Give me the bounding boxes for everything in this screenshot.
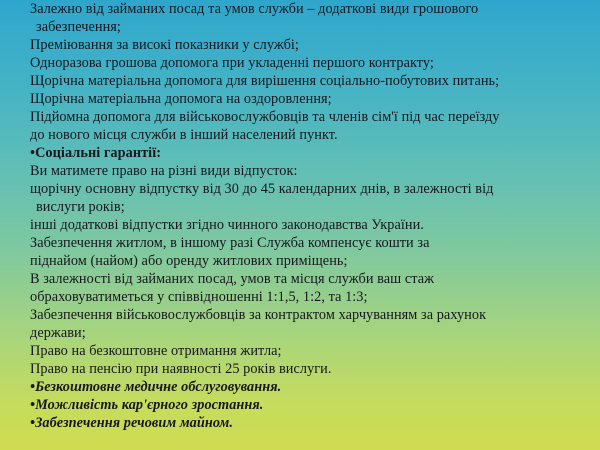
text-line: піднайом (найом) або оренду житлових приміщень;	[30, 253, 348, 269]
text-line: обраховуватиметься у співвідношенні 1:1,5, 1:2, та 1:3;	[30, 289, 368, 305]
section-heading	[30, 144, 590, 162]
bullet-icon: •	[30, 379, 36, 395]
text-line: Залежно від займаних посад та умов служби – додаткові види грошового	[30, 1, 479, 17]
document-page	[30, 0, 590, 432]
text-line: Щорічна матеріальна допомога на оздоровлення;	[30, 91, 332, 107]
bullet-icon: •	[30, 145, 36, 161]
text-line: Право на безкоштовне отримання житла;	[30, 343, 282, 359]
text-line: Підйомна допомога для військовослужбовців та членів сім'ї під час переїзду	[30, 109, 500, 125]
text-line: Одноразова грошова допомога при укладенні першого контракту;	[30, 55, 434, 71]
bullet-icon: •	[30, 397, 36, 413]
text-line: щорічну основну відпустку від 30 до 45 календарних днів, в залежності від	[30, 181, 494, 197]
text-line: вислуги років;	[36, 199, 125, 215]
text-line: Ви матимете право на різні види відпусток:	[30, 163, 298, 179]
benefit-item	[30, 396, 590, 414]
text-line: держави;	[30, 325, 86, 341]
bullet-icon: •	[30, 415, 36, 431]
benefit-text: Можливість кар'єрного зростання.	[35, 397, 264, 413]
text-line: Право на пенсію при наявності 25 років вислуги.	[30, 361, 332, 377]
benefit-text: Забезпечення речовим майном.	[35, 415, 233, 431]
text-line: Щорічна матеріальна допомога для вирішення соціально-побутових питань;	[30, 73, 500, 89]
text-line: Преміювання за високі показники у службі;	[30, 37, 299, 53]
text-line: інші додаткові відпустки згідно чинного законодавства України.	[30, 217, 424, 233]
section-heading-text: Соціальні гарантії:	[35, 145, 162, 161]
text-line: Забезпечення військовослужбовців за контрактом харчуванням за рахунок	[30, 307, 487, 323]
text-line: Забезпечення житлом, в іншому разі Служба компенсує кошти за	[30, 235, 430, 251]
benefit-item	[30, 414, 590, 432]
benefit-item	[30, 378, 590, 396]
benefit-text: Безкоштовне медичне обслуговування.	[35, 379, 282, 395]
text-line: В залежності від займаних посад, умов та місця служби ваш стаж	[30, 271, 435, 287]
text-line: забезпечення;	[36, 19, 121, 35]
text-line: до нового місця служби в інший населений пункт.	[30, 127, 338, 143]
